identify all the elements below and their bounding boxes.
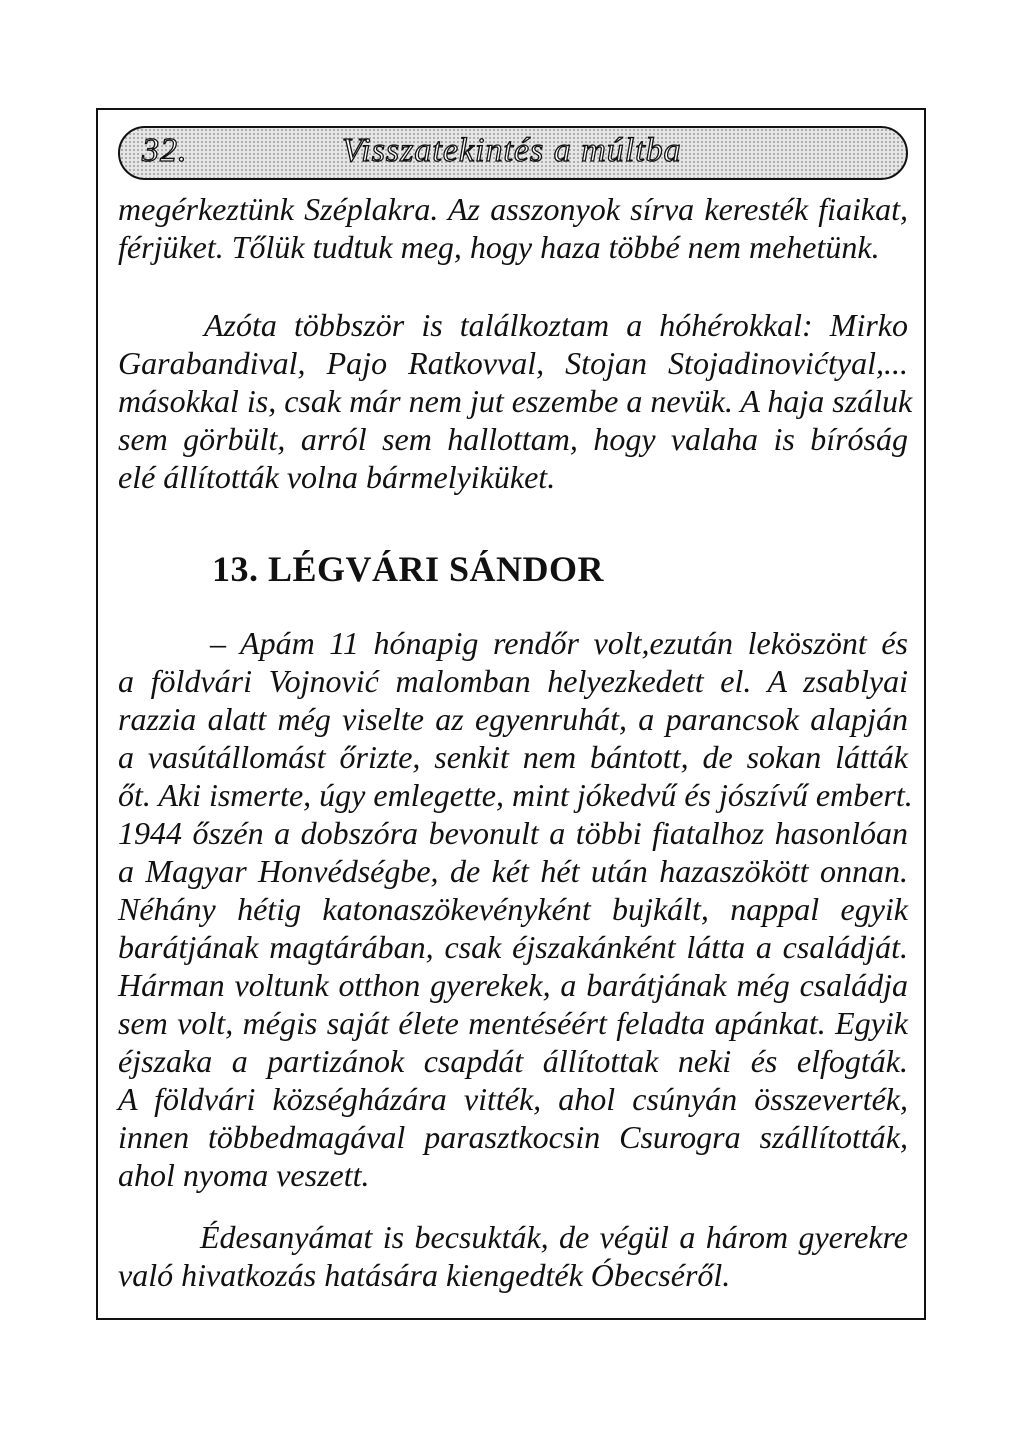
text-line: a földvári Vojnović malomban helyezkedett el. A zsablyai xyxy=(118,663,908,699)
paragraph-executioners xyxy=(118,306,913,496)
text-line: sem görbült, arról sem hallottam, hogy valaha is bíróság xyxy=(118,421,908,457)
text-line: – Apám 11 hónapig rendőr volt,ezután leköszönt és xyxy=(210,625,908,661)
text-line: barátjának magtárában, csak éjszakánként látta a családját. xyxy=(118,929,908,965)
text-line: a vasútállomást őrizte, senkit nem bántott, de sokan látták xyxy=(118,739,908,775)
chapter-header-banner xyxy=(118,126,908,180)
text-line: Néhány hétig katonaszökevényként bujkált, nappal egyik xyxy=(118,891,908,927)
paragraph-intro xyxy=(118,190,908,266)
text-line: elé állították volna bármelyiküket. xyxy=(118,459,556,495)
text-line: való hivatkozás hatására kiengedték Óbecséről. xyxy=(118,1257,731,1293)
text-line: Hárman voltunk otthon gyerekek, a barátjának még családja xyxy=(118,967,908,1003)
text-line: Garabandival, Pajo Ratkovval, Stojan Stojadinovićtyal,... xyxy=(118,345,908,381)
text-line: 1944 őszén a dobszóra bevonult a többi fiatalhoz hasonlóan xyxy=(118,815,908,851)
text-line: férjüket. Tőlük tudtuk meg, hogy haza többé nem mehetünk. xyxy=(118,229,880,265)
text-line: Azóta többször is találkoztam a hóhérokkal: Mirko xyxy=(204,307,908,343)
text-line: A földvári községházára vitték, ahol csúnyán összeverték, xyxy=(118,1081,908,1117)
text-line: másokkal is, csak már nem jut eszembe a nevük. A haja száluk xyxy=(118,383,913,419)
text-line: őt. Aki ismerte, úgy emlegette, mint jókedvű és jószívű embert. xyxy=(118,777,913,813)
text-line: éjszaka a partizánok csapdát állítottak neki és elfogták. xyxy=(118,1043,908,1079)
paragraph-testimony xyxy=(118,624,913,1194)
page-number: 32. xyxy=(142,132,188,169)
text-line: Édesanyámat is becsukták, de végül a három gyerekre xyxy=(200,1219,908,1255)
text-line: razzia alatt még viselte az egyenruhát, a parancsok alapján xyxy=(118,701,908,737)
paragraph-mother xyxy=(118,1218,908,1294)
text-line: innen többedmagával parasztkocsin Csurogra szállították, xyxy=(118,1119,908,1155)
text-line: sem volt, mégis saját élete mentéséért feladta apánkat. Egyik xyxy=(118,1005,908,1041)
text-line: a Magyar Honvédségbe, de két hét után hazaszökött onnan. xyxy=(118,853,908,889)
text-line: megérkeztünk Széplakra. Az asszonyok sírva keresték fiaikat, xyxy=(118,191,908,227)
text-line: ahol nyoma veszett. xyxy=(118,1157,370,1193)
running-title: Visszatekintés a múltba xyxy=(342,132,682,169)
section-heading: 13. LÉGVÁRI SÁNDOR xyxy=(212,549,605,589)
